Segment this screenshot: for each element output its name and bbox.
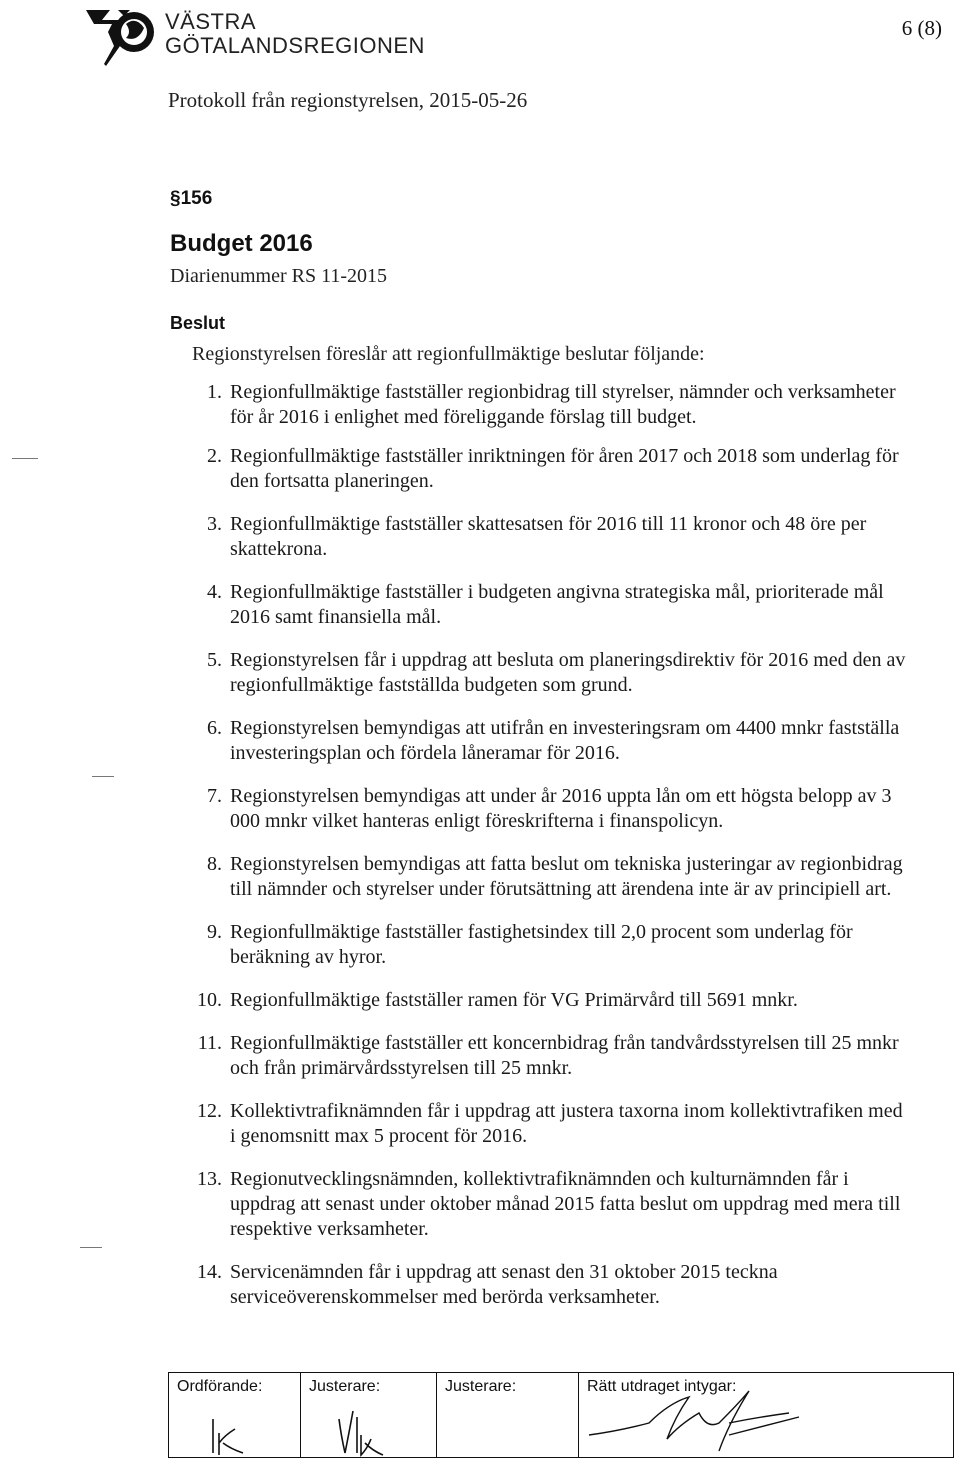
beslut-heading: Beslut — [170, 313, 226, 333]
signature-mark — [579, 1373, 951, 1457]
decision-item-text: Kollektivtrafiknämnden får i uppdrag att justera taxorna inom kollektivtrafiken med i genomsnitt max 5 procent för 2016. — [230, 1100, 903, 1147]
decision-item — [192, 988, 912, 1013]
signature-label: Rätt utdraget intygar: — [587, 1378, 737, 1395]
signature-label: Justerare: — [309, 1378, 381, 1395]
decision-item-number: 6. — [207, 717, 222, 739]
decision-item-text: Regionfullmäktige fastställer fastighetsindex till 2,0 procent som underlag för beräkning av hyror. — [230, 921, 853, 968]
decision-item-text: Regionstyrelsen får i uppdrag att besluta om planeringsdirektiv för 2016 med den av regionfullmäktige fastställda budgeten som grund. — [230, 649, 906, 696]
signature-cell-ordforande — [169, 1373, 301, 1457]
decision-item — [192, 1167, 912, 1242]
paragraph-number: §156 — [170, 188, 213, 209]
decision-item-number: 7. — [207, 785, 222, 807]
decision-item-number: 4. — [207, 581, 222, 603]
decision-item-text: Regionfullmäktige fastställer ett koncernbidrag från tandvårdsstyrelsen till 25 mnkr och från primärvårdsstyrelsen till 25 mnkr. — [230, 1032, 899, 1079]
decision-item-text: Regionfullmäktige fastställer skattesatsen för 2016 till 11 kronor och 48 öre per skattekrona. — [230, 513, 867, 560]
organization-name — [165, 10, 425, 58]
decision-item — [192, 512, 912, 562]
org-line-1: VÄSTRA — [165, 9, 257, 34]
decision-item-number: 10. — [197, 989, 222, 1011]
region-logo — [84, 6, 156, 68]
beslut-intro: Regionstyrelsen föreslår att regionfullmäktige beslutar följande: — [192, 343, 705, 365]
decision-item — [192, 784, 912, 834]
page-number: 6 (8) — [901, 16, 942, 40]
decision-list — [192, 380, 912, 1328]
decision-item — [192, 1031, 912, 1081]
decision-item-number: 12. — [197, 1100, 222, 1122]
decision-item-number: 13. — [197, 1168, 222, 1190]
signature-table — [168, 1372, 954, 1458]
decision-item — [192, 580, 912, 630]
margin-mark — [80, 1247, 102, 1248]
decision-item-number: 9. — [207, 921, 222, 943]
org-line-2: GÖTALANDSREGIONEN — [165, 33, 425, 58]
decision-item-number: 2. — [207, 445, 222, 467]
signature-cell-ratt-utdraget — [579, 1373, 953, 1457]
decision-item-text: Regionstyrelsen bemyndigas att fatta beslut om tekniska justeringar av regionbidrag till nämnder och styrelser under förutsättning att ärendena inte är av principiell art. — [230, 853, 903, 900]
signature-label: Ordförande: — [177, 1378, 263, 1395]
signature-cell-justerare-2 — [437, 1373, 579, 1457]
decision-item-number: 5. — [207, 649, 222, 671]
protocol-line: Protokoll från regionstyrelsen, 2015-05-26 — [168, 88, 528, 112]
decision-item-text: Regionfullmäktige fastställer inriktningen för åren 2017 och 2018 som underlag för den fortsatta planeringen. — [230, 445, 899, 492]
margin-mark — [92, 776, 114, 777]
decision-item-text: Regionfullmäktige fastställer regionbidrag till styrelser, nämnder och verksamheter för år 2016 i enlighet med föreliggande förslag till budget. — [230, 381, 896, 428]
decision-item-text: Regionstyrelsen bemyndigas att under år 2016 uppta lån om ett högsta belopp av 3 000 mnkr vilket hanteras enligt föreskrifterna i finanspolicyn. — [230, 785, 892, 832]
decision-item-text: Regionutvecklingsnämnden, kollektivtrafiknämnden och kulturnämnden får i uppdrag att senast under oktober månad 2015 fatta beslut om uppdrag med mera till respektive verksamheter. — [230, 1168, 901, 1240]
decision-item-text: Regionstyrelsen bemyndigas att utifrån en investeringsram om 4400 mnkr fastställa investeringsplan och fördela låneramar för 2016. — [230, 717, 900, 764]
decision-item — [192, 716, 912, 766]
signature-label: Justerare: — [445, 1378, 517, 1395]
decision-item-number: 1. — [207, 381, 222, 403]
decision-item-text: Servicenämnden får i uppdrag att senast den 31 oktober 2015 teckna serviceöverenskommelser med berörda verksamheter. — [230, 1261, 778, 1308]
decision-item — [192, 852, 912, 902]
decision-item — [192, 920, 912, 970]
decision-item-number: 8. — [207, 853, 222, 875]
decision-item-number: 11. — [197, 1032, 222, 1054]
decision-item — [192, 1099, 912, 1149]
decision-item-text: Regionfullmäktige fastställer i budgeten angivna strategiska mål, prioriterade mål 2016 samt finansiella mål. — [230, 581, 884, 628]
signature-cell-justerare-1 — [301, 1373, 437, 1457]
decision-item-number: 14. — [197, 1261, 222, 1283]
decision-item — [192, 444, 912, 494]
decision-item — [192, 380, 912, 430]
decision-item — [192, 1260, 912, 1310]
margin-mark — [12, 458, 38, 459]
diarienummer: Diarienummer RS 11-2015 — [170, 265, 388, 287]
signature-mark — [301, 1373, 437, 1457]
page-title: Budget 2016 — [170, 230, 313, 257]
decision-item-number: 3. — [207, 513, 222, 535]
decision-item — [192, 648, 912, 698]
decision-item-text: Regionfullmäktige fastställer ramen för VG Primärvård till 5691 mnkr. — [230, 989, 798, 1011]
signature-mark — [169, 1373, 301, 1457]
